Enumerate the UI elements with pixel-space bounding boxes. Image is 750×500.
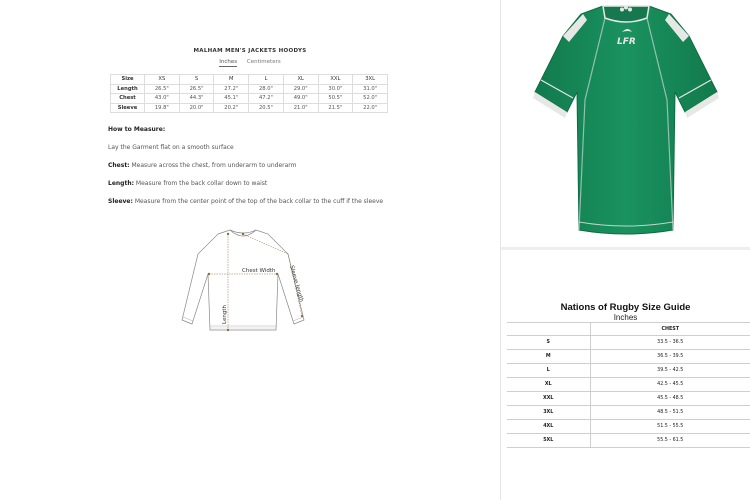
size-cell: XXL [507, 392, 590, 406]
table-row [111, 94, 388, 104]
table-cell: 21.5" [318, 103, 353, 113]
measure-point [227, 233, 229, 235]
rugby-jersey-image [501, 0, 750, 247]
right-cuff [293, 317, 303, 321]
chest-cell: 39.5 - 42.5 [590, 364, 750, 378]
table-cell: 28.0" [249, 84, 284, 94]
row-label: Chest [111, 94, 145, 104]
size-guide-title: Nations of Rugby Size Guide [560, 302, 691, 313]
chest-cell: 51.5 - 55.5 [590, 420, 750, 434]
sleeve-line-top [243, 234, 288, 254]
table-cell: 43.0" [145, 94, 180, 104]
table-cell: 45.1" [214, 94, 249, 104]
product-title: MALHAM MEN'S JACKETS HOODYS [193, 48, 307, 54]
table-cell: 26.5" [145, 84, 180, 94]
chest-width-label: Chest Width [242, 268, 276, 274]
size-guide-unit: Inches [613, 313, 638, 322]
header-cell: XXL [318, 75, 353, 85]
header-cell: XL [283, 75, 318, 85]
table-cell: 44.3" [179, 94, 214, 104]
measure-point [208, 273, 210, 275]
size-cell: 3XL [507, 406, 590, 420]
measure-intro: Lay the Garment flat on a smooth surface [108, 144, 234, 151]
sweater-measurement-diagram [178, 224, 308, 344]
size-cell: XL [507, 378, 590, 392]
table-cell: 19.8" [145, 103, 180, 113]
table-row [507, 378, 750, 392]
left-cuff [183, 317, 193, 321]
chest-label: Chest: [108, 162, 130, 169]
size-cell: 5XL [507, 434, 590, 448]
length-label-diagram: Length [222, 305, 228, 324]
chest-cell: 55.5 - 61.5 [590, 434, 750, 448]
table-row [507, 364, 750, 378]
length-text: Measure from the back collar down to waist [134, 180, 268, 187]
measure-point [301, 315, 303, 317]
table-row [111, 103, 388, 113]
nations-of-rugby-size-guide [501, 250, 750, 500]
size-table-header [111, 75, 388, 85]
table-cell: 50.5" [318, 94, 353, 104]
measure-length [108, 180, 267, 187]
header-cell: XS [145, 75, 180, 85]
table-cell: 29.0" [283, 84, 318, 94]
size-guide-table [507, 322, 750, 448]
measure-point [227, 329, 229, 331]
measure-point [242, 233, 244, 235]
size-cell: 4XL [507, 420, 590, 434]
table-row [507, 420, 750, 434]
chest-cell: 33.5 - 36.5 [590, 336, 750, 350]
table-cell: 49.0" [283, 94, 318, 104]
header-cell: S [179, 75, 214, 85]
chest-cell: 48.5 - 51.5 [590, 406, 750, 420]
sleeve-length-label: Sleeve length [288, 264, 305, 303]
size-table [110, 74, 388, 113]
header-cell: L [249, 75, 284, 85]
table-row [507, 350, 750, 364]
table-row [507, 336, 750, 350]
jersey-logo-text: LFR [617, 37, 636, 47]
table-cell: 31.0" [353, 84, 388, 94]
sweater-outline [182, 230, 304, 330]
size-cell: M [507, 350, 590, 364]
chest-cell: 36.5 - 39.5 [590, 350, 750, 364]
row-label: Length [111, 84, 145, 94]
size-guide-header [507, 323, 750, 336]
table-cell: 30.0" [318, 84, 353, 94]
sleeve-text: Measure from the center point of the top of the back collar to the cuff if the sleeve [132, 198, 384, 205]
row-label: Sleeve [111, 103, 145, 113]
table-cell: 21.0" [283, 103, 318, 113]
table-cell: 20.5" [249, 103, 284, 113]
measure-chest [108, 162, 297, 169]
size-column-header [507, 323, 590, 336]
table-row [507, 392, 750, 406]
table-row [507, 434, 750, 448]
header-cell: Size [111, 75, 145, 85]
measure-sleeve [108, 198, 383, 205]
measure-point [276, 273, 278, 275]
table-row [111, 84, 388, 94]
table-cell: 20.2" [214, 103, 249, 113]
chest-cell: 45.5 - 48.5 [590, 392, 750, 406]
length-label: Length: [108, 180, 134, 187]
header-cell: M [214, 75, 249, 85]
table-cell: 52.0" [353, 94, 388, 104]
size-cell: L [507, 364, 590, 378]
how-to-measure-heading: How to Measure: [108, 126, 166, 133]
size-cell: S [507, 336, 590, 350]
chest-column-header: CHEST [590, 323, 750, 336]
sleeve-label: Sleeve: [108, 198, 133, 205]
tab-centimeters[interactable]: Centimeters [246, 59, 281, 65]
table-cell: 20.0" [179, 103, 214, 113]
chest-cell: 42.5 - 45.5 [590, 378, 750, 392]
table-cell: 47.2" [249, 94, 284, 104]
tab-inches[interactable]: Inches [219, 59, 238, 65]
table-cell: 27.2" [214, 84, 249, 94]
table-cell: 22.0" [353, 103, 388, 113]
table-cell: 26.5" [179, 84, 214, 94]
chest-text: Measure across the chest, from underarm to underarm [129, 162, 297, 169]
header-cell: 3XL [353, 75, 388, 85]
unit-tabs [0, 59, 500, 67]
table-row [507, 406, 750, 420]
